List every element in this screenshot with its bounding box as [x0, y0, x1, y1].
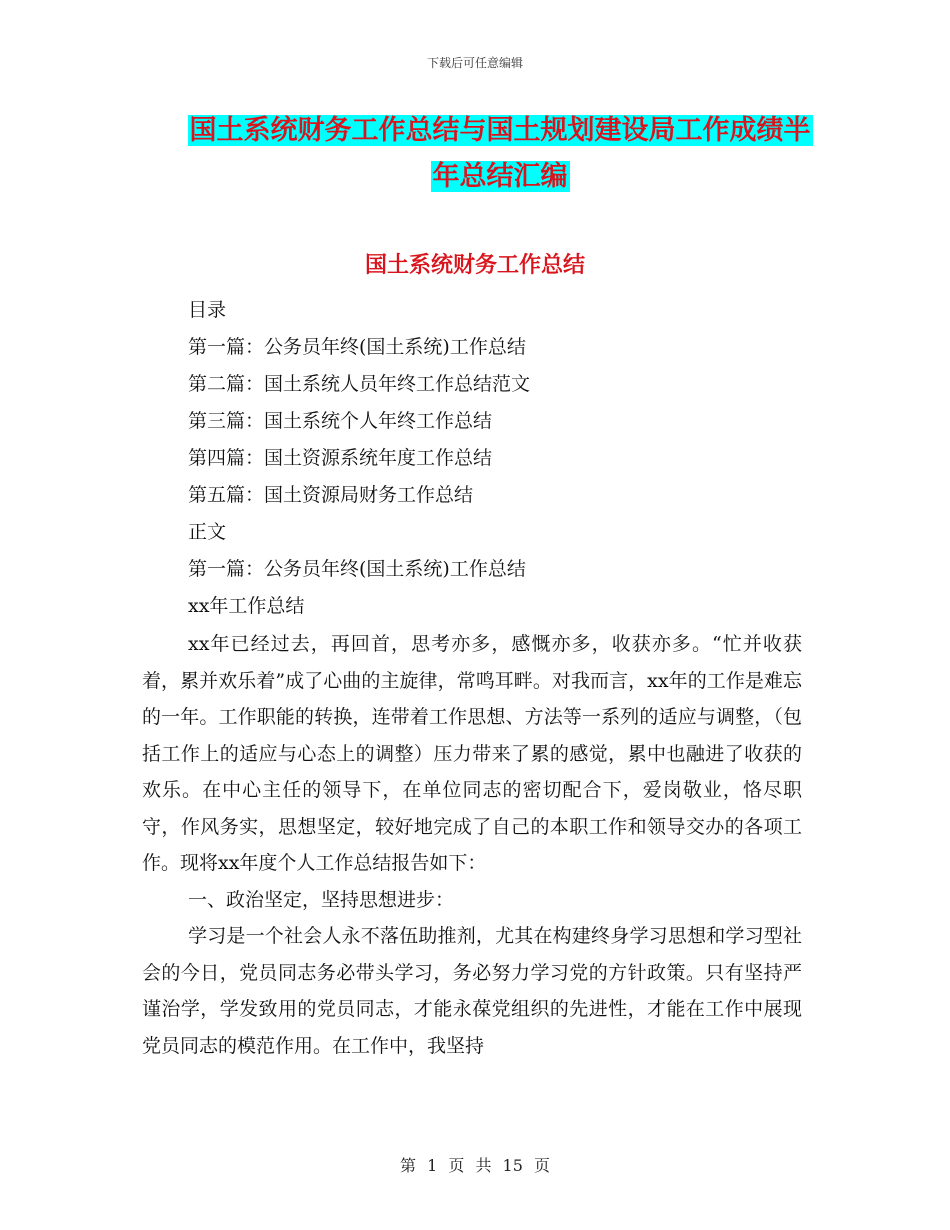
toc-item: 第一篇：公务员年终(国土系统)工作总结	[188, 336, 526, 358]
document-title-line1: 国土系统财务工作总结与国土规划建设局工作成绩半	[189, 115, 811, 146]
article-title: 第一篇：公务员年终(国土系统)工作总结	[188, 558, 526, 580]
toc-item: 第三篇：国土系统个人年终工作总结	[188, 410, 493, 432]
document-title-line2: 年总结汇编	[432, 161, 568, 192]
body-heading: 正文	[188, 521, 227, 543]
body-text	[142, 626, 802, 1064]
paragraph: 学习是一个社会人永不落伍助推剂，尤其在构建终身学习思想和学习型社会的今日，党员同志务必带头学习，务必努力学习党的方针政策。只有坚持严谨治学，学发致用的党员同志，才能永葆党组织的先进性，才能在工作中展现党员同志的模范作用。在工作中，我坚持	[142, 925, 802, 1057]
article-subtitle: xx年工作总结	[188, 595, 305, 617]
header-note: 下载后可任意编辑	[426, 56, 523, 70]
toc-heading: 目录	[188, 299, 227, 321]
page-footer: 第 1 页 共 15 页	[400, 1156, 550, 1175]
toc-item: 第四篇：国土资源系统年度工作总结	[188, 447, 493, 469]
paragraph: xx年已经过去，再回首，思考亦多，感慨亦多，收获亦多。“忙并收获着，累并欢乐着”成了心曲的主旋律，常鸣耳畔。对我而言，xx年的工作是难忘的一年。工作职能的转换，连带着工作思想、方法等一系列的适应与调整，（包括工作上的适应与心态上的调整）压力带来了累的感觉，累中也融进了收获的欢乐。在中心主任的领导下，在单位同志的密切配合下，爱岗敬业，恪尽职守，作风务实，思想坚定，较好地完成了自己的本职工作和领导交办的各项工作。现将xx年度个人工作总结报告如下：	[142, 633, 802, 874]
section-title: 国土系统财务工作总结	[364, 252, 585, 278]
section-heading: 一、政治坚定，坚持思想进步：	[188, 888, 455, 911]
table-of-contents	[188, 292, 530, 625]
document-title	[180, 108, 820, 200]
toc-item: 第二篇：国土系统人员年终工作总结范文	[188, 373, 531, 395]
toc-item: 第五篇：国土资源局财务工作总结	[188, 484, 474, 506]
